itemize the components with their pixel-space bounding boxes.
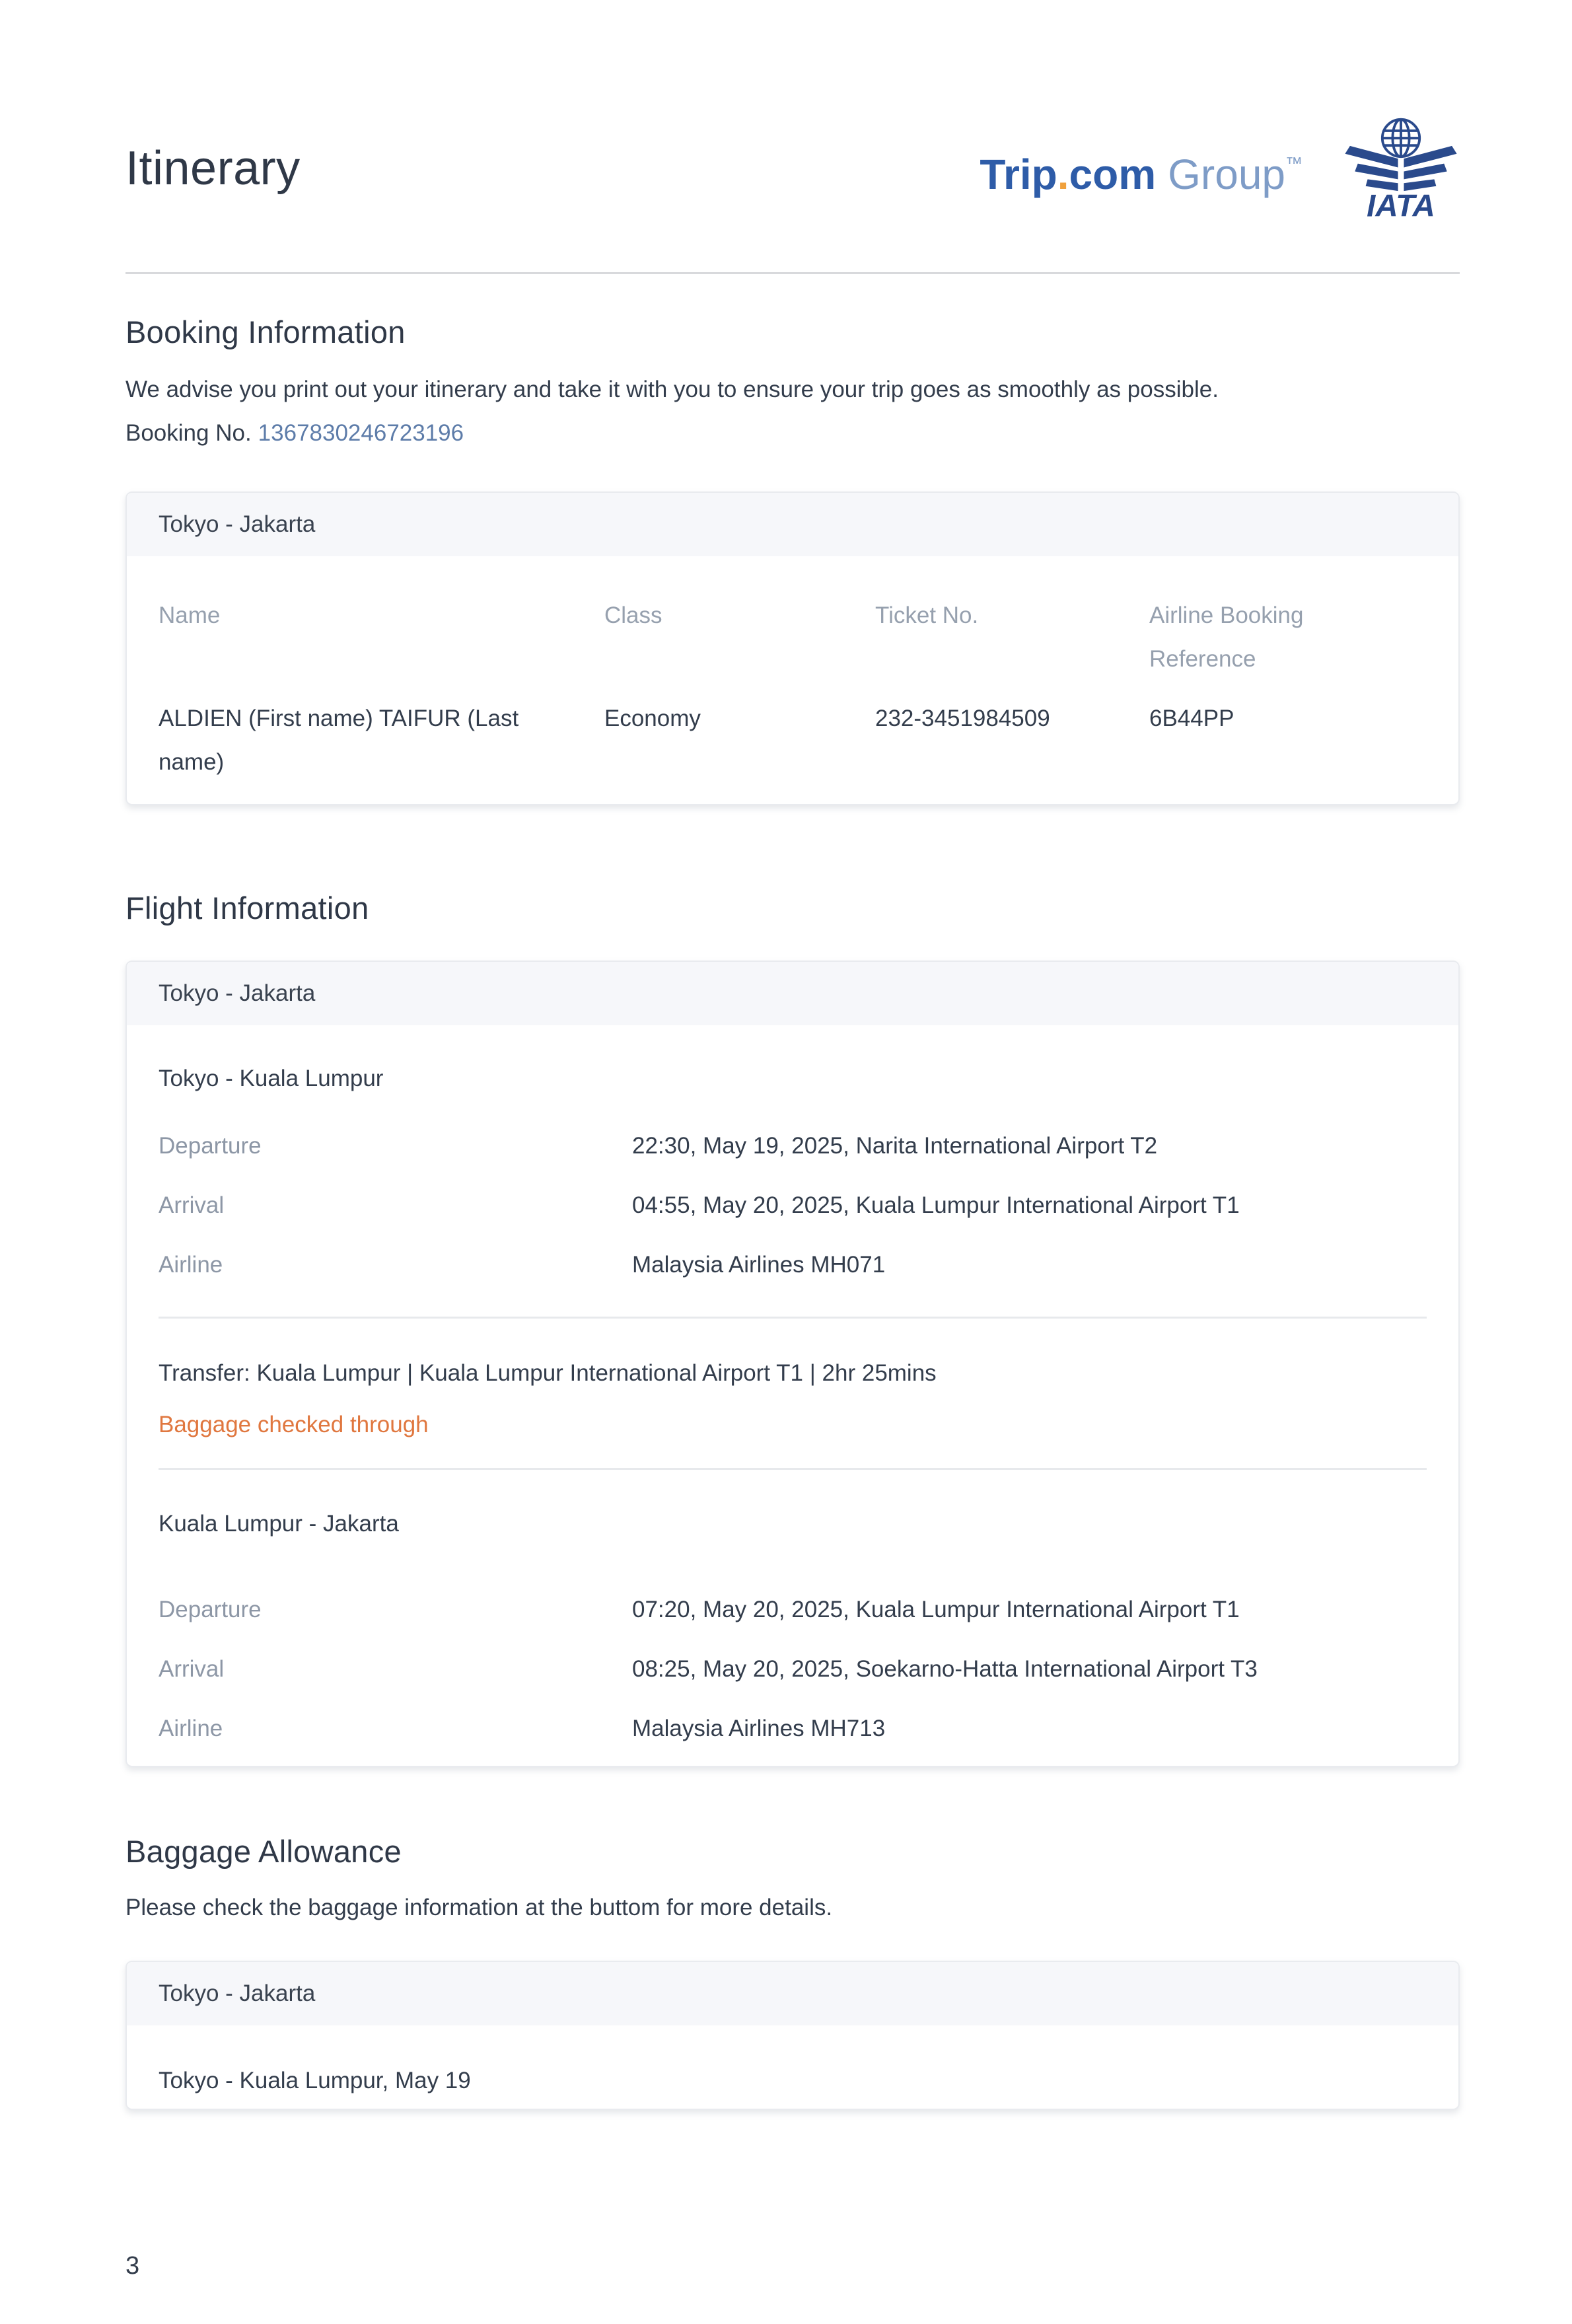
segment-2-arrival-row bbox=[159, 1655, 1427, 1683]
transfer-info-text: Transfer: Kuala Lumpur | Kuala Lumpur International Airport T1 | 2hr 25mins bbox=[159, 1360, 937, 1386]
booking-number-line bbox=[125, 417, 1460, 450]
tripcom-group-logo bbox=[980, 142, 1303, 196]
segment-2-airline-row bbox=[159, 1715, 1427, 1743]
booking-card-body bbox=[127, 556, 1458, 804]
column-header-class: Class bbox=[604, 602, 662, 628]
iata-logo bbox=[1342, 116, 1460, 221]
arrival-label: Arrival bbox=[159, 1656, 225, 1682]
departure-label: Departure bbox=[159, 1133, 262, 1159]
segment-2-departure-row bbox=[159, 1596, 1427, 1624]
booking-card-route-header: Tokyo - Jakarta bbox=[127, 493, 1458, 556]
transfer-block bbox=[159, 1360, 1427, 1439]
baggage-card-route-header: Tokyo - Jakarta bbox=[127, 1962, 1458, 2025]
segment-1-arrival-row bbox=[159, 1192, 1427, 1219]
booking-card bbox=[125, 491, 1460, 805]
segment-1-airline-row bbox=[159, 1251, 1427, 1279]
baggage-allowance-heading: Baggage Allowance bbox=[125, 1834, 402, 1869]
segment-2-title: Kuala Lumpur - Jakarta bbox=[159, 1511, 399, 1537]
column-header-name: Name bbox=[159, 602, 221, 628]
booking-number-value[interactable]: 1367830246723196 bbox=[258, 420, 464, 446]
header-divider bbox=[125, 272, 1460, 274]
column-header-airline-booking-reference: Airline Booking Reference bbox=[1149, 602, 1304, 672]
flight-card-body bbox=[127, 1025, 1458, 1766]
flight-card-route-header: Tokyo - Jakarta bbox=[127, 962, 1458, 1025]
segment-1-title: Tokyo - Kuala Lumpur bbox=[159, 1066, 384, 1091]
passenger-ticket-no: 232-3451984509 bbox=[875, 706, 1050, 731]
column-header-ticket-no: Ticket No. bbox=[875, 602, 979, 628]
passenger-class: Economy bbox=[604, 706, 701, 731]
tripcom-logo-group: Group bbox=[1168, 150, 1285, 198]
baggage-segment-row: Tokyo - Kuala Lumpur, May 19 bbox=[159, 2068, 471, 2093]
tripcom-logo-trip: Trip bbox=[980, 150, 1057, 198]
arrival-value: 08:25, May 20, 2025, Soekarno-Hatta International Airport T3 bbox=[632, 1656, 1258, 1682]
airline-value: Malaysia Airlines MH071 bbox=[632, 1252, 886, 1278]
passenger-name: ALDIEN (First name) TAIFUR (Last name) bbox=[159, 706, 519, 775]
baggage-checked-through-note: Baggage checked through bbox=[159, 1412, 429, 1437]
flight-segment-2 bbox=[159, 1509, 1427, 1743]
print-advice-text: We advise you print out your itinerary and take it with you to ensure your trip goes as smoothly as possible. bbox=[125, 377, 1219, 402]
document-content bbox=[125, 99, 1460, 2110]
iata-wordmark: IATA bbox=[1367, 188, 1435, 221]
header-logos bbox=[980, 116, 1460, 221]
arrival-label: Arrival bbox=[159, 1192, 225, 1218]
tripcom-logo-dot: . bbox=[1057, 150, 1069, 198]
departure-value: 07:20, May 20, 2025, Kuala Lumpur International Airport T1 bbox=[632, 1597, 1240, 1622]
airline-label: Airline bbox=[159, 1716, 223, 1741]
segment-divider bbox=[159, 1468, 1427, 1470]
itinerary-page bbox=[0, 99, 1572, 2324]
baggage-card bbox=[125, 1961, 1460, 2110]
baggage-card-body bbox=[127, 2025, 1458, 2109]
airline-label: Airline bbox=[159, 1252, 223, 1278]
departure-value: 22:30, May 19, 2025, Narita International Airport T2 bbox=[632, 1133, 1158, 1159]
segment-divider bbox=[159, 1317, 1427, 1319]
segment-1-departure-row bbox=[159, 1132, 1427, 1160]
page-number: 3 bbox=[125, 2252, 140, 2280]
flight-card bbox=[125, 961, 1460, 1767]
tripcom-logo-com: com bbox=[1069, 150, 1157, 198]
airline-value: Malaysia Airlines MH713 bbox=[632, 1716, 886, 1741]
departure-label: Departure bbox=[159, 1597, 262, 1622]
flight-segment-1 bbox=[159, 1064, 1427, 1279]
flight-information-heading: Flight Information bbox=[125, 890, 369, 926]
document-header bbox=[125, 99, 1460, 238]
iata-globe-wings-icon bbox=[1342, 116, 1460, 221]
arrival-value: 04:55, May 20, 2025, Kuala Lumpur International Airport T1 bbox=[632, 1192, 1240, 1218]
passenger-airline-booking-reference: 6B44PP bbox=[1149, 706, 1234, 731]
passenger-table bbox=[159, 594, 1427, 784]
baggage-note-text: Please check the baggage information at the buttom for more details. bbox=[125, 1895, 833, 1920]
booking-number-label: Booking No. bbox=[125, 420, 252, 446]
booking-information-heading: Booking Information bbox=[125, 314, 406, 349]
trademark-symbol: ™ bbox=[1285, 153, 1303, 173]
page-title: Itinerary bbox=[125, 142, 301, 195]
